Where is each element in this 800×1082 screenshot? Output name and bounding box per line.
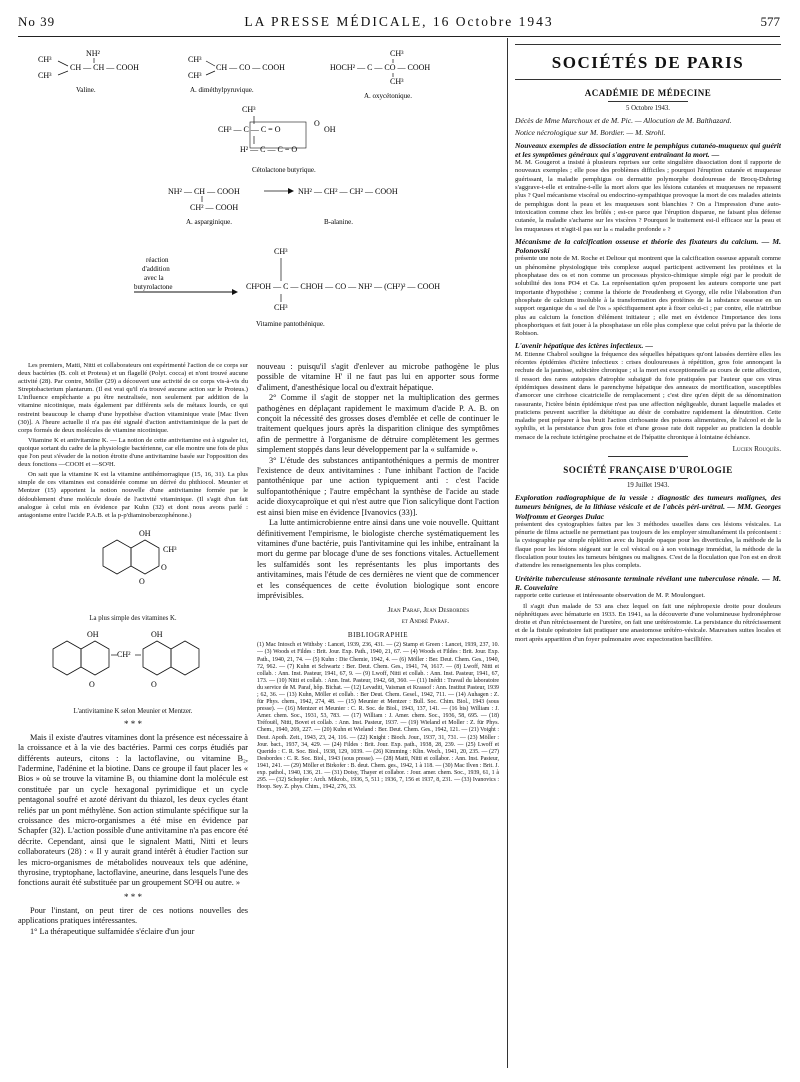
paragraph: Il s'agit d'un malade de 53 ans chez lequel on fait une néphropexie droite pour douleurs néphrétiques avec hématurie en 1933. En 1941, sa la découverte d'une volumineuse hydronéphrose droite et d'un rétrécissement de l'uretère, on fait une urétérostomie. La persistance du rétrécissement et de la fistule opératoire fait pratiquer une anastomose urétéro-vésicale. Mauvaises suites locales et mort après apparition d'un foyer pulmonaire avec expectoration bacillifère. <box>515 602 781 643</box>
label-dimethylpyruvique: A. diméthylpyruvique. <box>190 86 254 94</box>
academie-heading: ACADÉMIE DE MÉDECINE <box>584 88 712 98</box>
label-valine: Valine. <box>76 86 96 94</box>
label-alanine: B-alanine. <box>324 218 353 226</box>
paragraph: Vitamine K et antivitamine K. — La notion de cette antivitamine est à signaler ici, quoique sortant du cadre de la physiologie bactérienne, car elle montre une fois de plus que l'on peut s'évader de la notion étroite d'une antivitamine basée sur l'opposition des deux fonctions —COOH et —SO²H. <box>18 436 248 469</box>
bibliography-heading: BIBLIOGRAPHIE <box>347 631 409 640</box>
paragraph: Mais il existe d'autres vitamines dont la présence est nécessaire à la croissance et à la vie des bactéries. Parmi ces corps étudiés par différents auteurs, citons : la lactoflavine, ou vitamine B₂, l'adermine, l'adénine et la biotine. Dans ce groupe il faut placer les « Bios » où se trouve la vitamine B₁ ou thiamine dont la molécule est constituée par un cycle hexagonal pyrimidique et un cycle pentagonal soufré et azoté dérivant du thiazol, les deux cycles étant reliés par un pont méthylène. Son action stimulante spécifique sur la croissance des micro-organismes a été mise en évidence par Schapfer (32). L'action possible d'une antivitamine n'a pas encore été décrite. Cependant, ainsi que le signalent Matti, Nitti et leurs collaborateurs (28) : « Il y aurait grand intérêt à étudier l'action sur les micro-organismes de métabolides nouveaux tels que adénine, thyrosine, tryptophane, lactoflavine, aneurine, dans lesquels l'une des fonctions aurait été substituée par un groupement SO³H ou autre. » <box>18 732 248 888</box>
svg-text:OH: OH <box>324 125 336 134</box>
paragraph: présentent des cystographies faites par les 3 méthodes usuelles dans ces lésions vésicales. La pénurie de films actuelle ne permettant pas toujours de les employer simultanément ils préconisent : la cystographie par simple réplétion avec du liquide opaque pour les diverticules, la méthode de la flaque pour les lésions siégeant sur le col vésical ou à son voisinage immédiat, la méthode de la floculation pour toutes les tumeurs bénignes ou malignes. C'est de la floculation que l'on est en droit d'attendre les renseignements les plus complets. <box>515 520 781 570</box>
svg-text:CH — CO — COOH: CH — CO — COOH <box>216 63 285 72</box>
communication-title: L'avenir hépatique des ictères infectieux. — <box>515 341 653 351</box>
communication-title: Mécanisme de la calcification osseuse et théorie des fixateurs du calcium. — M. Polonovski <box>515 236 781 256</box>
paragraph: M. Etienne Chabrol souligne la fréquence des séquelles hépatiques qu'ont laissées derrière elles les récentes épidémies d'ictère infectieux : crises douloureuses à répétition, gros foie annonçant la rechute de la jaunisse, subictère chronique ; si la mort est exceptionnelle au cours de cette affection, il ressort des rares autopsies d'atrophie subaiguë du foie pratiquées par l'auteur que ces virus épidémiques dessinent dans le parenchyme hépatique des anneaux de mortification, susceptibles d'amorcer une cirrhose cicatricielle de remplacement ; c'est dire qu'en dépit de sa dénomination rassurante, l'ictère bénin épidémique n'est pas une affection négligeable, durant laquelle malades et praticiens peuvent sacrifier la diététique au désir de combattre rapidement la dénutrition. Cette maladie peut préparer à bas bruit l'action cirrhosante des poisons alimentaires, de l'alcool et de la syphilis, et la persistance d'un gros foie et d'une grosse rate doit rappeler au praticien la double menace de la rechute ictérigène prochaine et de l'hépatite chronique à lointaine échéance. <box>515 350 781 441</box>
communication-title: Décès de Mme Marchoux et de M. Pic. — Allocution de M. Balthazard. <box>515 116 732 125</box>
chemical-formulas-figure <box>18 44 498 364</box>
svg-text:CH³: CH³ <box>188 55 202 64</box>
communication-title: Notice nécrologique sur M. Bordier. — M. Strohl. <box>515 128 666 138</box>
paragraph: 2° Comme il s'agit de stopper net la multiplication des germes pathogènes en déplaçant rapidement le maximum d'acide P. A. B. on conçoit la nécessité des grosses doses d'emblée et celle de continuer le traitement quelques jours après la disparition clinique des symptômes afin de permettre à l'organisme de détruire complètement les germes simplement stoppés dans leur développement par la « sulfamide ». <box>257 393 499 455</box>
svg-text:HOCH² — C — CO — COOH: HOCH² — C — CO — COOH <box>330 63 431 72</box>
svg-text:NH² — CH — COOH: NH² — CH — COOH <box>168 187 240 196</box>
author-signature: Lucien Rouquès. <box>732 444 781 453</box>
svg-text:O: O <box>89 679 95 689</box>
page-number: 577 <box>760 14 780 29</box>
communication-title: Exploration radiographique de la vessie : diagnostic des tumeurs malignes, des tumeurs bénignes, de la lithiase vésicale et de l'abcès péri-urétral. — MM. Georges Wolfromm et Georges Dulac <box>515 492 781 521</box>
caption-vitamin-k: La plus simple des vitamines K. <box>89 614 177 622</box>
svg-text:CH³: CH³ <box>390 77 404 86</box>
svg-text:réaction: réaction <box>146 256 169 264</box>
svg-text:OH: OH <box>139 528 151 538</box>
urologie-heading: SOCIÉTÉ FRANÇAISE D'UROLOGIE <box>563 464 733 475</box>
svg-text:d'addition: d'addition <box>142 265 170 273</box>
caption-antivitamin-k: L'antivitamine K selon Meunier et Mentzer. <box>73 707 193 715</box>
journal-title: LA PRESSE MÉDICALE, 16 Octobre 1943 <box>244 14 554 29</box>
antivitamin-k-structure <box>18 627 248 706</box>
svg-text:CH³: CH³ <box>38 71 52 80</box>
section-stars: * * * <box>124 718 142 729</box>
svg-text:CH²OH — C — CHOH — CO — NH² —: CH²OH — C — CHOH — CO — NH² — (CH²)² — COOH <box>246 282 441 291</box>
svg-text:CH³: CH³ <box>390 49 404 58</box>
svg-text:OH: OH <box>87 629 99 639</box>
paragraph: rapporte cette curieuse et intéressante observation de M. P. Moulonguet. <box>515 592 706 600</box>
column-divider <box>507 38 508 1068</box>
svg-text:O: O <box>139 576 145 586</box>
authors: et André Paraf. <box>401 617 449 626</box>
right-column <box>515 44 781 1074</box>
paragraph: présente une note de M. Roche et Deltour qui montrent que la calcification osseuse apparaît comme un phénomène physiologique très complexe auquel participent activement les protéines et la phosphatase des os et non comme un processus physico-chimique simple régi par le produit de solubilité des ions PO4 et Ca. La représentation qu'en proposent les auteurs comporte une part importante d'hypothèse ; comme la théorie de Freudenberg et Gyorgy, elle relie l'élaboration d'un phosphate de calcium insoluble à la transformation des protéines de la substance osseuse en un support organique du « sel de l'os » spécifiquement apte à fixer celui-ci ; par contre, elle n'attribue plus au calcium la fonction d'élément initiateur ; elle met en évidence l'importance des ions phosphoriques et fait jouer à la phosphatase un rôle plus complexe que celui prévu par la théorie de Robison. <box>515 255 781 338</box>
label-asparginique: A. asparginique. <box>186 218 232 226</box>
svg-text:NH²: NH² <box>86 49 100 58</box>
svg-text:CH²: CH² <box>117 649 131 659</box>
svg-text:butyrolactone: butyrolactone <box>134 283 173 291</box>
svg-text:H² — C — C = O: H² — C — C = O <box>240 145 298 154</box>
bibliography-list: (1) Mac Intosch et Withsby : Lancet, 1939, 236, 431. — (2) Stamp et Green : Lancet, 1939, 237, 10. — (3) Woods et Fildes : Brit. Jour. Exp. Path., 1940, 21, 67. — (4) Woods et Fildes : Brit. Jour. Exp. Path., 1940, 21, 74. — (5) Kuhn : Die Chemie, 1942, 4. — (6) Möller : Ber. Deut. Chem. Ges., 1940, 72, 962. — (7) Kuhn et Schwartz : Ber. Deut. Chem. Ges., 1941, 74, 1617. — (8) Lwoff, Nitti et collab. : Ann. Inst. Pasteur, 1941, 67, 9. — (9) Lwoff, Nitti et collab. : Ann. Inst. Pasteur, 1941, 67, 173. — (10) Nitti et collab. : Ann. Inst. Pasteur, 1942, 68, 360. — (11) Inédit : Travail du laboratoire du service de M. Paraf, hôp. Bichat. — (12) Levaditi, Vaisman et Krassof : Ann. Institut Pasteur, 1939 ; 62, 36. — (13) Kuhn, Möller et collab. : Ber Deut. Chem. Gesel., 1942, 711. — (14) Auhagen : Z. für Phys. chem., 1942, 274, 48. — (15) Meunier et Mentzer : Bull. Soc. Chim. Biol., 1943 (sous presse). — (16) Mentzer et Meunier : C. R. Soc. de Biol., 1943, 137, 141. — (16 bis) William : J. Amer. chem. Soc., 1931, 53, 783. — (17) William : J. Amer. chem. Soc., 1936, 58, 695. — (18) Tréfouël, Nitti, Bovet et collab. : Ann. Inst. Pasteur, 1937. — (19) Wieland et Moller : Z. für Phys. Chem., 1940, 269, 227. — (20) Kuhn et Wieland : Ber. Deut. Chem. Ges., 1942, 121. — (21) Voight : Deut. Apoth. Zeit., 1943, 23, 24, 116. — (22) Knight : Bioch. Jour., 1937, 31, 731. — (23) Möller : Jour. bact., 1937, 34, 429. — (24) Fildes : Brit. Jour. Exp. path., 1938, 28, 239. — (25) Lwoff et Querido : C. R. Soc. Biol., 1938, 129, 1039. — (26) Kimming : Klin. Woch., 1941, 20, 235. — (27) Desbordes : C. R. Soc. Biol., 1943 (sous presse). — (28) Matti, Nitti et collabor. : Ann. Inst. Pasteur, 1941, 241. — (29) Möller et Birkofer : B. deut. Chem. ges., 1942, 1 à 118. — (30) Mac Ilven : Brit. J. exp. pathol., 1940, 136, 21. — (31) Doisy, Thayer et collabor. : Jour. amer. chem. Soc., 1939, 61, 1 à 295. — (32) Schopfer : Arch. Mikrob., 1936, 5, 511 ; 1936, 7, 156 et 1937, 8, 231. — (33) Ivanovics : Hoop. Sey. Z. phys. Chim., 1942, 276, 33. <box>257 642 499 791</box>
divider <box>608 478 688 479</box>
vitamin-k-structure <box>18 526 248 613</box>
page-header <box>18 14 780 36</box>
communication-title: Nouveaux exemples de dissociation entre le pemphigus cutanéo-muqueux qui guérit et les symptômes généraux qui s'aggravent entraînant la mort. — <box>515 140 781 159</box>
svg-text:CH³: CH³ <box>38 55 52 64</box>
header-rule <box>18 36 780 37</box>
section-stars: * * * <box>124 891 142 902</box>
issue-number: No 39 <box>18 14 56 29</box>
svg-text:CH³: CH³ <box>188 71 202 80</box>
svg-text:CH³: CH³ <box>163 544 177 554</box>
svg-text:CH³: CH³ <box>242 105 256 114</box>
paragraph: On sait que la vitamine K est la vitamine antihémorragique (15, 16, 31). La plus simple de ces vitamines est considérée comme un dérivé du phthiocol. Meunier et Mentzer (15) apportent la notion nouvelle d'une antivitamine formée par le dédoublement d'une molécule douée de l'activité vitaminique. (Il s'agit d'un fait analogue à celui mis en évidence par Kuhn (32) et dont nous avons parlé : antagonisme entre l'acide P.A.B. et la p-p'diaminobenzophénone.) <box>18 471 248 519</box>
divider <box>608 101 688 102</box>
svg-text:CH³: CH³ <box>274 303 288 312</box>
authors: Jean Paraf, Jean Desbordes <box>387 606 469 615</box>
svg-text:O: O <box>151 679 157 689</box>
svg-text:O: O <box>314 119 320 128</box>
paragraph: 1° La thérapeutique sulfamidée s'éclaire d'un jour <box>30 926 195 936</box>
svg-text:CH³ — C — C = O: CH³ — C — C = O <box>218 125 281 134</box>
session-date: 19 Juillet 1943. <box>626 481 670 489</box>
left-column <box>18 362 248 1072</box>
communication-title: Urétérite tuberculeuse sténosante terminale révélant une tuberculose rénale. — M. R. Couvelaire <box>515 573 781 592</box>
paragraph: Les premiers, Matti, Nitti et collaborateurs ont expérimenté l'action de ce corps sur deux bactéries (B. coli et Proteus) et un flagellé (Polyt. cocca) et n'ont trouvé aucune activité (28). Par contre, Möller (29) a découvert une activité de ce corps vis-à-vis du Streptobacterium plantarum. (Il est vrai qu'il n'a trouvé aucune action sur le Proteus.) L'influence empêchante a pu être neutralisée, non seulement par addition de la vitamine nicotinique, mais également par différents sels de métaux lourds, ce qui restreint beaucoup le champ d'une hypothèse d'action vitaminique vraie [Mac Ilven (30)]. A l'heure actuelle il n'a pas été signalé d'action antivitaminique de la part de corps formés de deux molécules de vitamine nicotinique. <box>18 362 248 434</box>
section-title-societes: SOCIÉTÉS DE PARIS <box>515 44 781 80</box>
label-cetolactone: Cétolactone butyrique. <box>252 166 316 174</box>
paragraph: 3° L'étude des substances antipantothéniques a permis de montrer l'existence de deux antivitamines : l'une inhibant l'action de l'acide pantothénique par une action typiquement anti : c'est l'acide sulfopantothénique ; l'autre empêchant la synthèse de l'acide au stade acide dioxycaproïque et qui n'est autre que l'ion salicylique dont l'action est ainsi bien mise en évidence [Ivanovics (33)]. <box>257 455 499 517</box>
svg-text:NH² — CH² — CH² — COOH: NH² — CH² — CH² — COOH <box>298 187 398 196</box>
paragraph: nouveau : puisqu'il s'agit d'enlever au microbe pathogène le plus possible de vitamine H' il ne faut pas lui en apporter sous forme d'aliment, d'anesthésique local ou d'extrait hépatique. <box>257 362 499 392</box>
svg-text:CH³: CH³ <box>274 247 288 256</box>
label-pantothenique: Vitamine pantothénique. <box>256 320 325 328</box>
paragraph: La lutte antimicrobienne entre ainsi dans une voie nouvelle. Quittant définitivement l'empirisme, le biologiste cherche systématiquement les vitamines d'une bactérie, puis l'antivitamine qui les inhibe, entraînant la mort du germe par blocage d'une de ses fonctions vitales. Actuellement les sulfamidés sont les représentants les plus importants des antivitamines, mais l'étude de ces dernières ne vient que de commencer et les conséquences de cette évolution biologique sont encore imprévisibles. <box>257 518 499 600</box>
svg-text:O: O <box>161 562 167 572</box>
divider <box>608 456 688 457</box>
paragraph: Pour l'instant, on peut tirer de ces notions nouvelles des applications pratiques intéressantes. <box>18 905 248 926</box>
middle-column <box>257 362 499 1072</box>
session-date: 5 Octobre 1943. <box>626 105 670 112</box>
svg-text:CH — CH — COOH: CH — CH — COOH <box>70 63 139 72</box>
svg-text:avec la: avec la <box>144 274 164 282</box>
svg-text:CH² — COOH: CH² — COOH <box>190 203 239 212</box>
paragraph: M. M. Gougerot a insisté à plusieurs reprises sur cette singulière dissociation dont il rapporte de nouveaux exemples ; elle pose des problèmes difficiles ; pourquoi l'éruption cutanée et muqueuse guérissant, la maladie pemphigus ou dermatite polymorphe douloureuse de Brocq-Duhring s'aggrave-t-elle et entraîne-t-elle la mort alors que les lésions cutanées et muqueuses ne repassent plus ? Quel mécanisme viscéral ou endocrino-sympathique provoque la mort de ces malades atteints de pemphigus dont la peau et les muqueuses sont blanchies ? On a l'impression d'une auto-intoxication comme chez les brûlés ; est-ce parce que l'éruption disparue, ne faisant plus défense cutanée, la maladie s'acharne sur les viscères ? Pourquoi le traitement est-il efficace sur la peau et les muqueuses et n'agit-il pas sur la « maladie profonde » ? <box>515 159 781 233</box>
svg-text:OH: OH <box>151 629 163 639</box>
label-oxycetonique: A. oxycétonique. <box>364 92 413 100</box>
